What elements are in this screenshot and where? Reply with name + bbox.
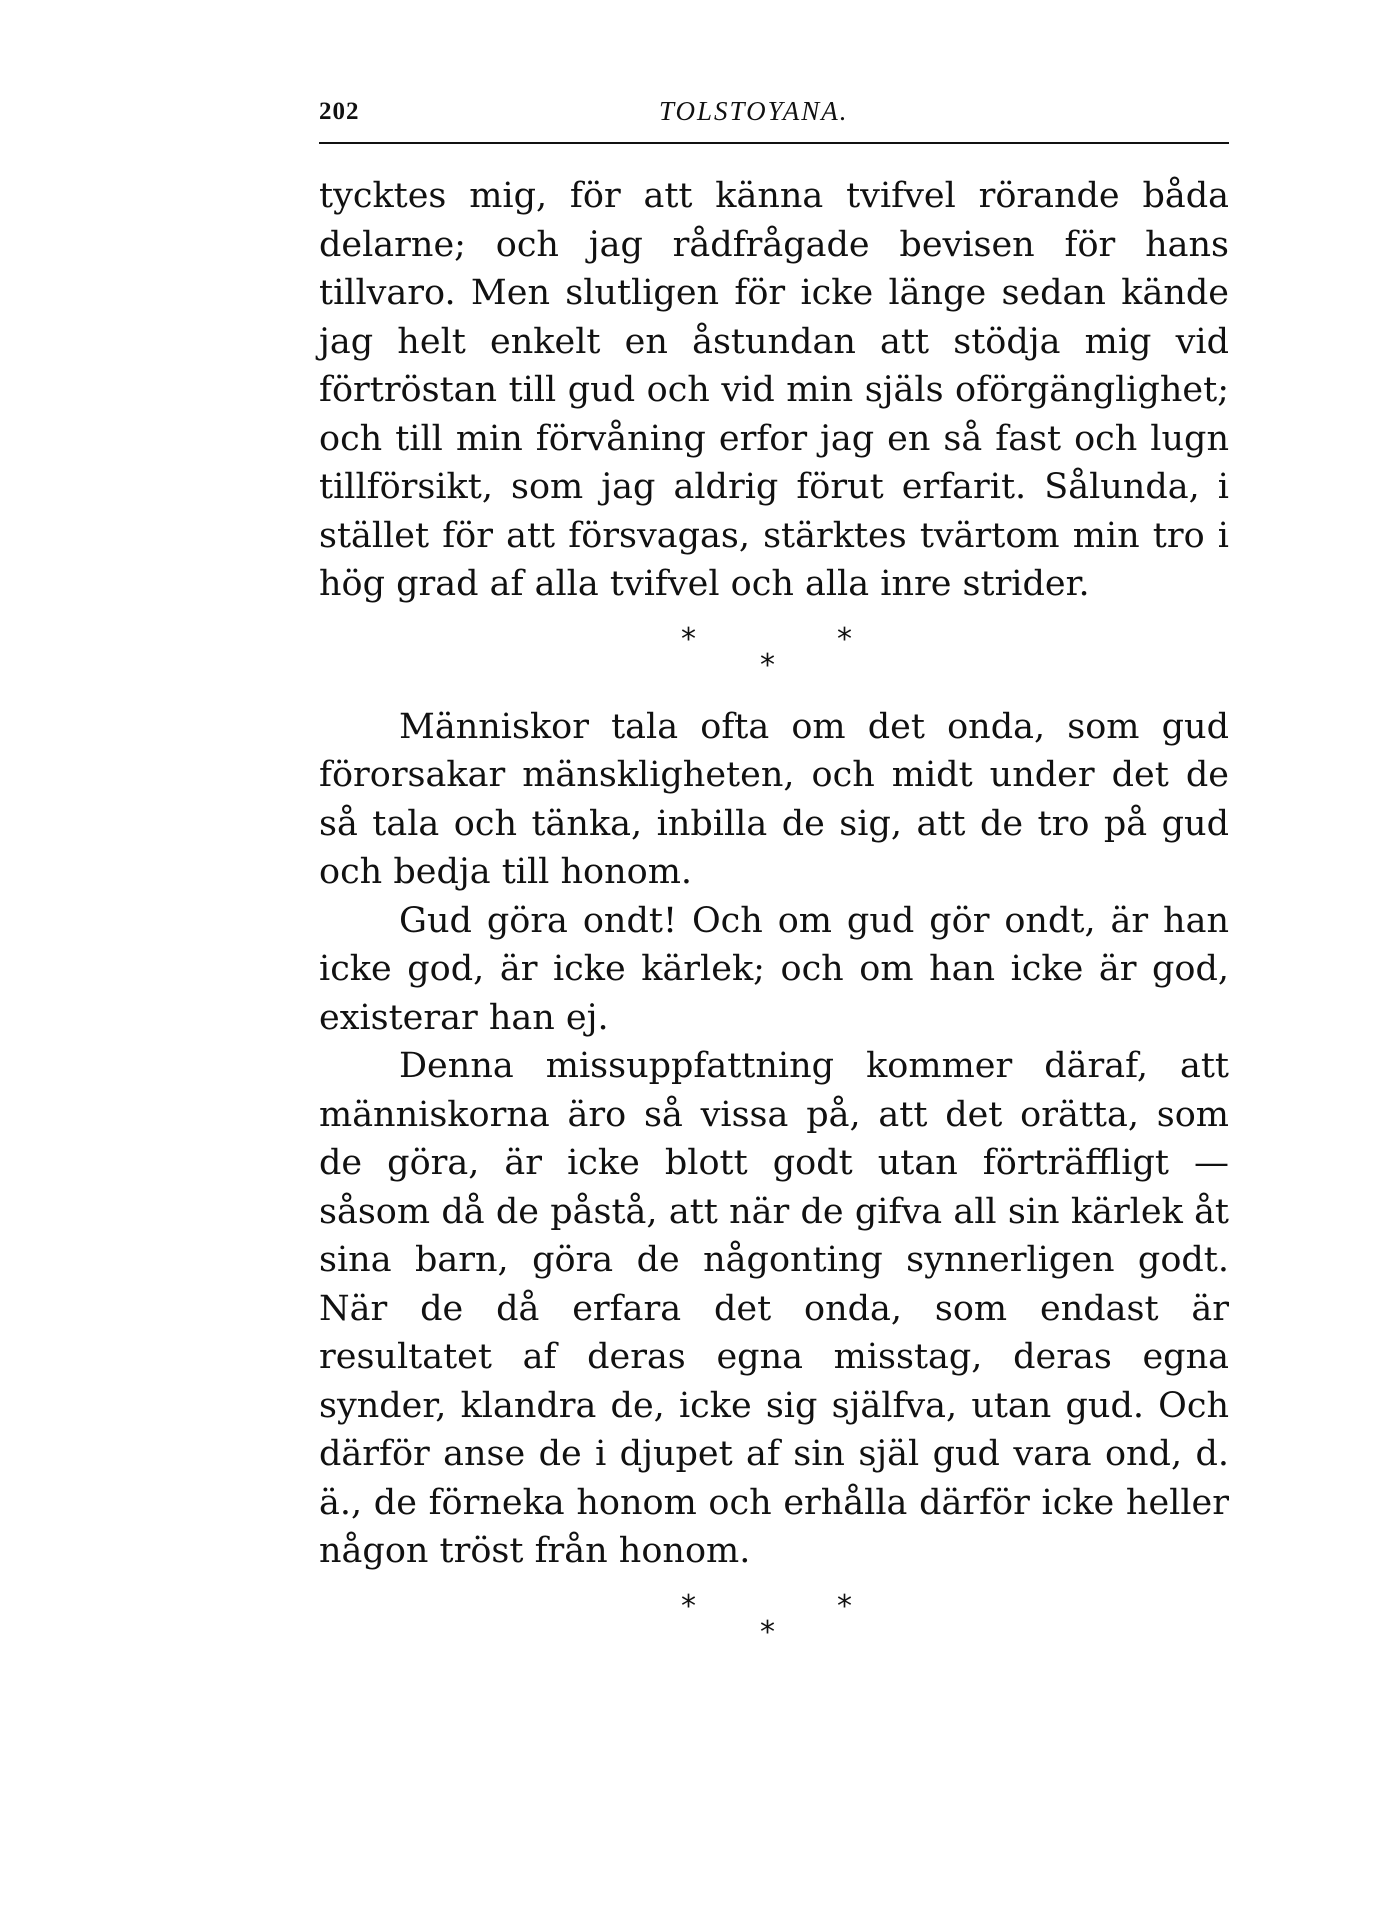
paragraph: Människor tala ofta om det onda, som gud förorsakar mänskligheten, och midt under det de så tala och tänka, inbilla de sig, att de tro på gud och bedja till honom. [319, 706, 1229, 892]
asterisk-mark: * [681, 621, 696, 657]
asterisk-mark: * [837, 621, 852, 657]
asterisk-mark: * [681, 1588, 696, 1624]
header-rule [319, 142, 1229, 144]
asterisk-mark: * [760, 1614, 775, 1650]
running-title: TOLSTOYANA. [659, 96, 849, 126]
paragraph: Denna missuppfattning kommer däraf, att människorna äro så vissa på, att det orätta, som de göra, är icke blott godt utan förträffligt — såsom då de påstå, att när de gifva all sin kärlek åt sina barn, göra de någonting synnerligen godt. När de då erfara det onda, som endast är resultatet af deras egna misstag, deras egna synder, klandra de, icke sig själfva, utan gud. Och därför anse de i djupet af sin själ gud vara ond, d. ä., de förneka honom och erhålla därför icke heller någon tröst från honom. [319, 1046, 1229, 1571]
running-head [319, 92, 1229, 132]
body-text [319, 172, 1229, 1670]
book-page [319, 92, 1229, 1670]
page-number: 202 [319, 98, 360, 125]
section-break-asterism [319, 1576, 1229, 1670]
paragraph-continued: tycktes mig, för att känna tvifvel rörande båda delarne; och jag rådfrågade bevisen för hans tillvaro. Men slutligen för icke länge sedan kände jag helt enkelt en åstundan att stödja mig vid förtröstan till gud och vid min själs oförgänglighet; och till min förvåning erfor jag en så fast och lugn tillförsikt, som jag aldrig förut erfarit. Sålunda, i stället för att försvagas, stärktes tvärtom min tro i hög grad af alla tvifvel och alla inre strider. [319, 176, 1229, 604]
asterisk-mark: * [760, 647, 775, 683]
paragraph: Gud göra ondt! Och om gud gör ondt, är han icke god, är icke kärlek; och om han icke är god, existerar han ej. [319, 900, 1229, 1038]
asterisk-mark: * [837, 1588, 852, 1624]
section-break-asterism [319, 609, 1229, 703]
